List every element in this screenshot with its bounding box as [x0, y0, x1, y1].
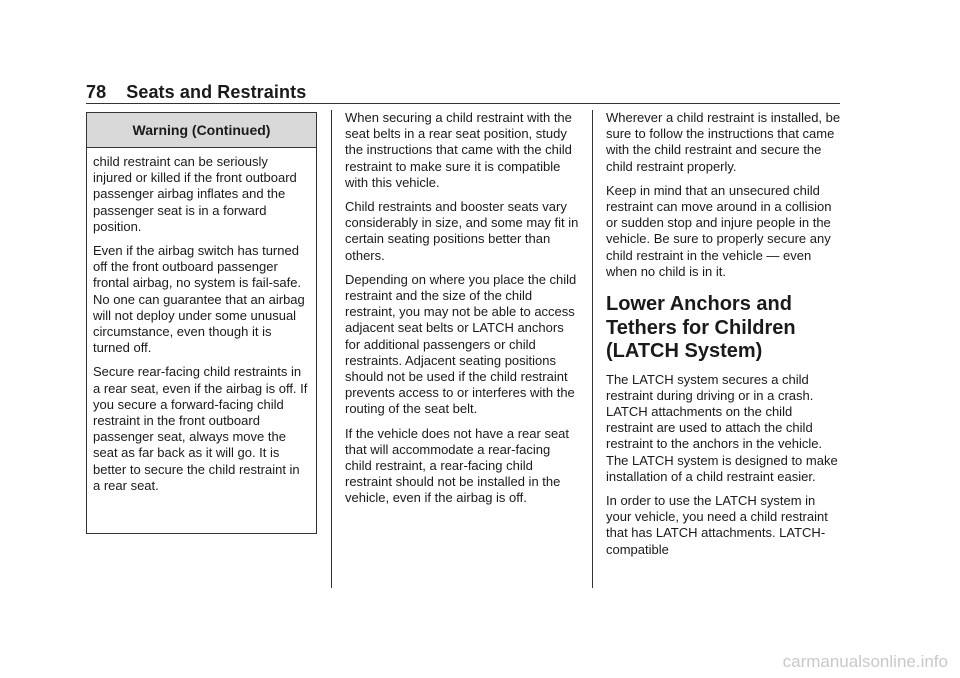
warning-body	[87, 148, 316, 494]
page-number: 78	[86, 82, 107, 102]
column-divider	[331, 110, 332, 588]
text-column-right	[606, 110, 842, 566]
warning-paragraph: Secure rear-facing child restraints in a rear seat, even if the airbag is off. If you secure a forward-facing child restraint in the front outboard passenger seat, always move the seat as far back as it will go. It is better to secure the child restraint in a rear seat.	[93, 364, 308, 493]
body-paragraph: Depending on where you place the child restraint and the size of the child restraint, you may not be able to access adjacent seat belts or LATCH anchors for additional passengers or child restraints. Adjacent seating positions should not be used if the child restraint prevents access to or interferes with the routing of the seat belt.	[345, 271, 577, 417]
page-header	[86, 82, 306, 103]
column-divider	[592, 110, 593, 588]
body-paragraph: Wherever a child restraint is installed, be sure to follow the instructions that came with the child restraint and secure the child restraint properly.	[606, 110, 841, 174]
body-paragraph: Keep in mind that an unsecured child restraint can move around in a collision or sudden stop and injure people in the vehicle. Be sure to properly secure any child restraint in the vehicle — even when no child is in it.	[606, 182, 832, 279]
section-heading: Lower Anchors and Tethers for Children (LATCH System)	[606, 293, 796, 363]
warning-paragraph: child restraint can be seriously injured or killed if the front outboard passenger airbag inflates and the passenger seat is in a forward position.	[93, 154, 297, 234]
watermark: carmanualsonline.info	[782, 652, 948, 671]
text-column-middle	[345, 110, 580, 515]
body-paragraph: The LATCH system secures a child restraint during driving or in a crash. LATCH attachments on the child restraint are used to attach the child restraint to the anchors in the vehicle. The LATCH system is designed to make installation of a child restraint easier.	[606, 371, 838, 484]
body-paragraph: In order to use the LATCH system in your vehicle, you need a child restraint that has LATCH attachments. LATCH-compatible	[606, 492, 828, 557]
body-paragraph: When securing a child restraint with the seat belts in a rear seat position, study the instructions that came with the child restraint to make sure it is compatible with this vehicle.	[345, 110, 572, 190]
warning-title: Warning (Continued)	[87, 113, 316, 148]
warning-paragraph: Even if the airbag switch has turned off the front outboard passenger frontal airbag, no system is fail-safe. No one can guarantee that an airbag will not deploy under some unusual circumstance, even though it is turned off.	[93, 243, 305, 356]
warning-box	[86, 112, 317, 534]
section-title: Seats and Restraints	[126, 82, 307, 102]
header-rule	[86, 103, 840, 104]
body-paragraph: If the vehicle does not have a rear seat that will accommodate a rear-facing child restraint, a rear-facing child restraint should not be installed in the vehicle, even if the airbag is off.	[345, 425, 570, 506]
body-paragraph: Child restraints and booster seats vary considerably in size, and some may fit in certain seating positions better than others.	[345, 199, 579, 263]
